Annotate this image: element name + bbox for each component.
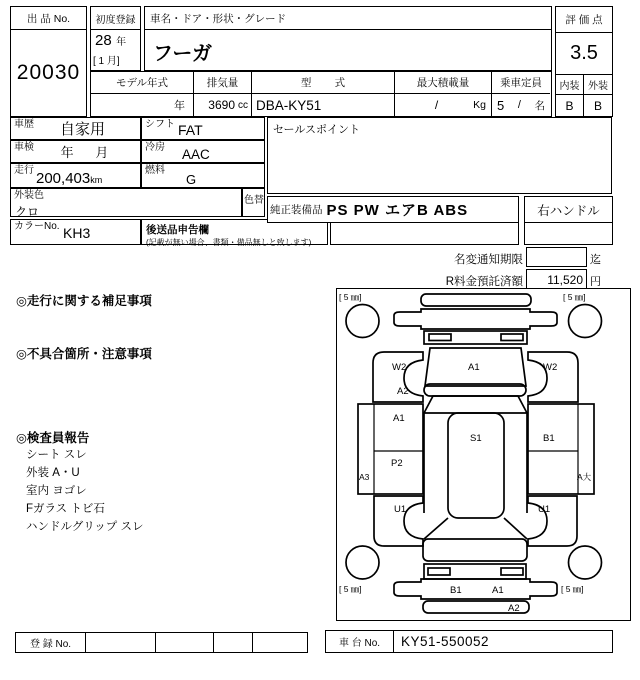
name-change-label: 名変通知期限 (454, 254, 523, 266)
spec-table (90, 71, 552, 117)
chassis-no-box (325, 630, 613, 653)
model-year-value: 年 (174, 100, 185, 112)
damage-code-rear-bumper-right: A1 (492, 585, 504, 596)
registration-no-cell (156, 633, 214, 652)
color-no-cell (10, 219, 141, 245)
exterior-label: 外装 (588, 81, 608, 92)
lot-number-box (10, 6, 87, 117)
score-value: 3.5 (556, 33, 612, 75)
ac-value: AAC (182, 147, 210, 162)
name-change-value (527, 248, 586, 251)
mileage-unit: km (90, 175, 103, 185)
damage-code-front-right-fender: W2 (543, 362, 558, 373)
score-label: 評 価 点 (556, 7, 612, 33)
exterior-grade: B (593, 98, 602, 113)
equipment-row (267, 196, 519, 223)
lot-number-label: 出 品 No. (11, 7, 86, 30)
car-name-value: フーガ (153, 43, 212, 65)
color-change-label: 色替 (244, 195, 264, 206)
damage-code-roof: S1 (470, 433, 482, 444)
tread-label-front-right: [ 5 ㎜] (563, 292, 586, 302)
registration-no-cell (86, 633, 156, 652)
rear-right-tire (569, 546, 602, 579)
damage-code-right-rear-quarter: U1 (538, 504, 551, 515)
right-taillight (501, 568, 523, 575)
color-no-value: KH3 (63, 225, 91, 241)
handle-box (524, 196, 613, 223)
payload-unit: Kg (473, 99, 486, 111)
left-headlight (429, 334, 451, 341)
damage-code-hood: A1 (468, 362, 480, 373)
registration-no-label: 登 録 No. (16, 633, 86, 652)
interior-grade: B (556, 95, 584, 116)
damage-diagram-box (336, 288, 631, 621)
first-registration-year: 28 (95, 32, 112, 49)
spec-col-model-code (251, 72, 394, 116)
inspector-line: シート スレ (26, 449, 87, 461)
front-bumper-top (421, 294, 531, 306)
spec-col-model-year (91, 72, 193, 116)
body-color-cell (10, 188, 242, 217)
capacity-unit: 名 (534, 99, 545, 112)
tread-label-rear-right: [ 5 ㎜] (561, 584, 584, 594)
history-cell (10, 117, 141, 140)
chassis-no-label: 車 台 No. (326, 631, 394, 652)
mileage-value: 200,403 (36, 170, 91, 187)
displacement-value: 3690 (208, 98, 235, 112)
later-items-note: (記載が無い場合、書類・備品無しと致します) (146, 238, 312, 247)
color-change-cell (242, 188, 265, 217)
inspection-label: 車検 (14, 142, 34, 153)
sales-point-box (267, 117, 612, 194)
fuel-value: G (186, 172, 197, 187)
tail-panel (424, 564, 526, 579)
damage-code-rear-lower: A2 (508, 603, 520, 614)
damage-code-left-sill: A3 (359, 472, 370, 482)
spec-col-capacity (491, 72, 550, 116)
deposit-unit: 円 (590, 276, 601, 288)
windshield (424, 396, 527, 413)
damage-code-right-sill: A大 (577, 472, 592, 482)
capacity-label: 乗車定員 (492, 72, 550, 94)
rear-bumper (394, 579, 557, 599)
deposit-value-box (526, 269, 587, 289)
displacement-unit: cc (238, 99, 248, 111)
tread-label-rear-left: [ 5 ㎜] (339, 584, 362, 594)
registration-no-cell (253, 633, 307, 652)
mileage-label: 走行 (14, 165, 34, 176)
history-value: 自家用 (59, 121, 105, 138)
deposit-label: R料金預託済額 (445, 276, 523, 288)
front-left-tire (346, 305, 379, 338)
model-code-label: 型 式 (252, 72, 394, 94)
damage-code-front-left-fender-lower: A2 (397, 386, 409, 397)
tread-label-front-left: [ 5 ㎜] (339, 292, 362, 302)
damage-code-right-door: B1 (543, 433, 555, 444)
roof (448, 413, 504, 518)
damage-code-left-rear-door: P2 (391, 458, 403, 469)
registration-no-cell (214, 633, 253, 652)
front-right-tire (569, 305, 602, 338)
payload-slash: / (434, 98, 439, 112)
car-name-label: 車名・ドア・形状・グレード (145, 7, 551, 30)
deposit-value: 11,520 (547, 273, 583, 287)
body-color-label: 外装色 (14, 190, 44, 201)
inspection-value: 年 月 (60, 145, 109, 160)
body-color-value: クロ (15, 205, 40, 219)
damage-code-rear-bumper-left: B1 (450, 585, 462, 596)
interior-label: 内装 (556, 75, 584, 94)
rear-right-quarter (528, 496, 577, 546)
front-grille (424, 331, 527, 344)
first-registration-year-unit: 年 (116, 37, 127, 48)
first-registration-month: [ 1 月] (93, 56, 120, 67)
color-no-label: カラーNo. (14, 221, 60, 232)
fuel-cell (141, 163, 265, 188)
rear-left-tire (346, 546, 379, 579)
ac-label: 冷房 (145, 142, 165, 153)
spec-col-payload (394, 72, 491, 116)
sales-point-label: セールスポイント (273, 124, 361, 136)
car-damage-diagram (337, 289, 630, 620)
registration-no-table (15, 632, 308, 653)
inspection-cell (10, 140, 141, 163)
defect-title: ◎不具合箇所・注意事項 (16, 347, 152, 361)
left-taillight (428, 568, 450, 575)
model-code-value: DBA-KY51 (256, 97, 322, 113)
front-bumper (394, 309, 557, 329)
score-box (555, 6, 613, 117)
payload-label: 最大積載量 (395, 72, 491, 94)
capacity-slash: / (517, 99, 521, 111)
rear-window (424, 518, 527, 539)
inspector-line: ハンドルグリップ スレ (26, 521, 144, 533)
handle-value: 右ハンドル (537, 203, 600, 218)
chassis-no-value: KY51-550052 (401, 634, 490, 649)
spec-col-displacement (193, 72, 251, 116)
history-label: 車歴 (14, 119, 34, 130)
later-items-label: 後送品申告欄 (146, 224, 209, 236)
first-registration-box (90, 6, 141, 71)
model-year-label: モデル年式 (91, 72, 193, 94)
mileage-cell (10, 163, 141, 188)
first-registration-label: 初度登録 (91, 7, 140, 30)
fuel-label: 燃料 (145, 165, 165, 176)
name-change-input-box (526, 247, 587, 267)
inspector-line: 室内 ヨゴレ (26, 485, 87, 497)
name-change-suffix: 迄 (590, 254, 601, 266)
capacity-value: 5 (497, 97, 505, 113)
mileage-note-title: ◎走行に関する補足事項 (16, 294, 152, 308)
trunk-lid (423, 539, 527, 561)
lot-number-value: 20030 (16, 61, 81, 84)
front-right-fender (528, 352, 578, 402)
inspector-title: ◎検査員報告 (16, 431, 90, 445)
car-name-box (144, 6, 552, 71)
damage-code-left-front-door: A1 (393, 413, 405, 424)
inspector-line: Fガラス トビ石 (26, 503, 105, 515)
damage-code-left-rear-quarter: U1 (394, 504, 407, 515)
damage-code-front-left-fender: W2 (392, 362, 407, 373)
right-headlight (501, 334, 523, 341)
inspector-line: 外装 A・U (26, 467, 80, 479)
ac-cell (141, 140, 265, 163)
shift-value: FAT (178, 122, 203, 138)
shift-label: シフト (145, 119, 175, 130)
shift-cell (141, 117, 265, 140)
equipment-label: 純正装備品 (270, 204, 323, 216)
displacement-label: 排気量 (194, 72, 251, 94)
equipment-value: PS PW エアB ABS (326, 202, 469, 219)
